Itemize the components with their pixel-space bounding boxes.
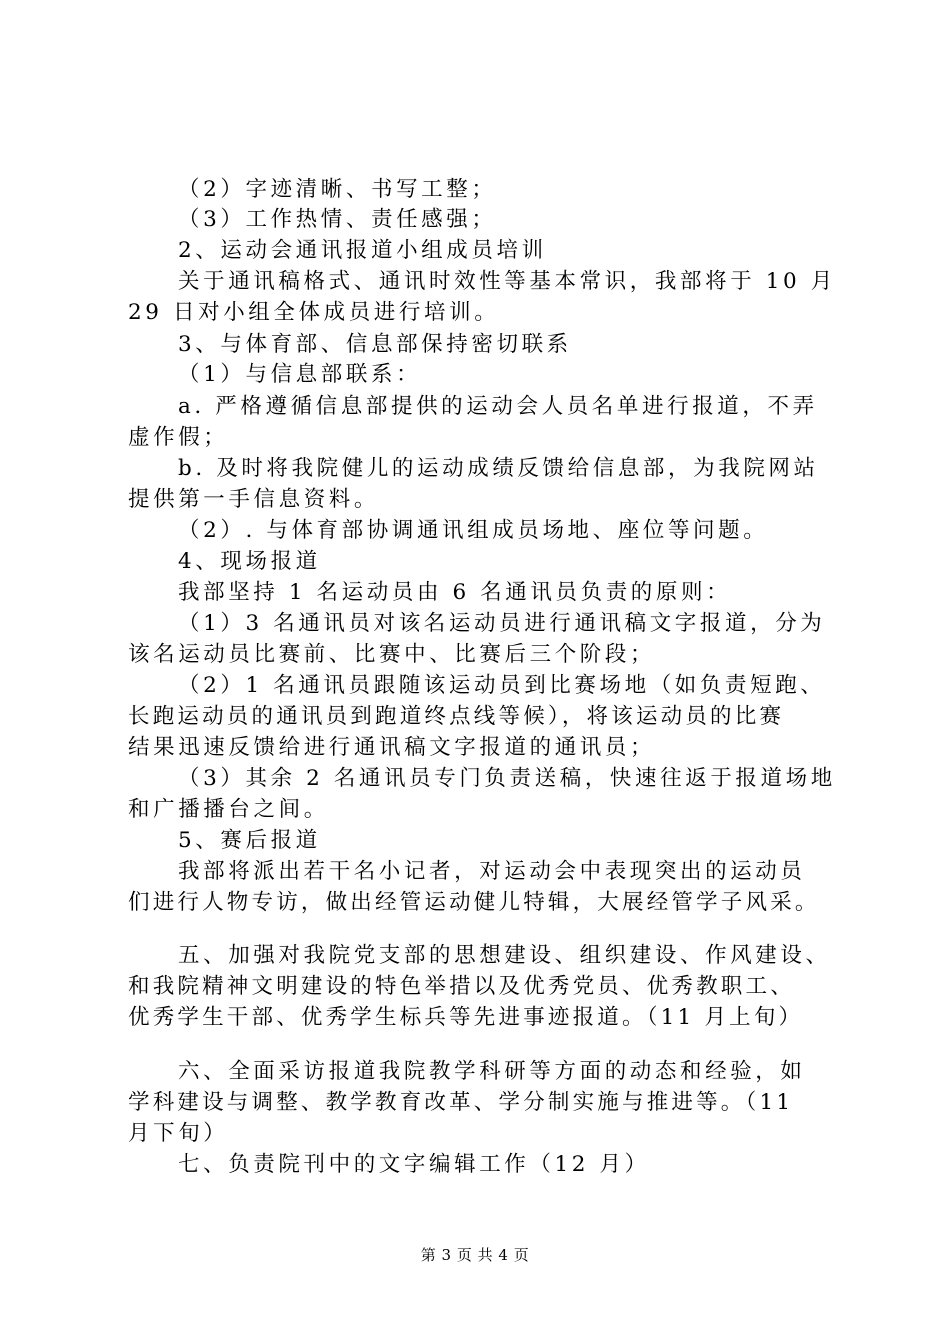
section-heading: 4、现场报道	[178, 549, 321, 574]
text-line: 学科建设与调整、教学教育改革、学分制实施与推进等。（11	[128, 1090, 794, 1115]
text-line: （1）与信息部联系：	[178, 362, 422, 387]
text-line: a. 严格遵循信息部提供的运动会人员名单进行报道，不弄	[178, 394, 818, 419]
section-heading: 六、全面采访报道我院教学科研等方面的动态和经验，如	[178, 1059, 806, 1084]
text-line: 提供第一手信息资料。	[128, 487, 380, 512]
text-line: 该名运动员比赛前、比赛中、比赛后三个阶段；	[128, 642, 656, 667]
section-heading: 5、赛后报道	[178, 828, 321, 853]
text-line: （1）3 名通讯员对该名运动员进行通讯稿文字报道，分为	[178, 611, 826, 636]
text-line: 我部将派出若干名小记者，对运动会中表现突出的运动员	[178, 859, 806, 884]
text-line: 关于通讯稿格式、通讯时效性等基本常识，我部将于 10 月	[178, 269, 836, 294]
text-line: （3）工作热情、责任感强；	[178, 207, 497, 232]
text-line: 和我院精神文明建设的特色举措以及优秀党员、优秀教职工、	[128, 974, 795, 999]
text-line: （2）. 与体育部协调通讯组成员场地、座位等问题。	[178, 518, 769, 543]
text-line: （2）字迹清晰、书写工整；	[178, 177, 497, 202]
text-line: 29 日对小组全体成员进行培训。	[128, 300, 500, 325]
text-line: 优秀学生干部、优秀学生标兵等先进事迹报道。（11 月上旬）	[128, 1005, 804, 1030]
text-line: 月下旬）	[128, 1121, 229, 1146]
text-line: 我部坚持 1 名运动员由 6 名通讯员负责的原则：	[178, 580, 732, 605]
text-line: 长跑运动员的通讯员到跑道终点线等候），将该运动员的比赛	[128, 704, 785, 729]
section-heading: 3、与体育部、信息部保持密切联系	[178, 332, 572, 357]
text-line: 们进行人物专访，做出经管运动健儿特辑，大展经管学子风采。	[128, 890, 820, 915]
text-line: 和广播播台之间。	[128, 797, 329, 822]
section-heading: 七、负责院刊中的文字编辑工作（12 月）	[178, 1152, 650, 1177]
section-heading: 五、加强对我院党支部的思想建设、组织建设、作风建设、	[178, 943, 831, 968]
page-footer: 第 3 页 共 4 页	[420, 1246, 530, 1264]
section-heading: 2、运动会通讯报道小组成员培训	[178, 238, 547, 263]
text-line: （2）1 名通讯员跟随该运动员到比赛场地（如负责短跑、	[178, 673, 826, 698]
text-line: （3）其余 2 名通讯员专门负责送稿，快速往返于报道场地	[178, 766, 836, 791]
text-line: 结果迅速反馈给进行通讯稿文字报道的通讯员；	[128, 735, 656, 760]
text-line: 虚作假；	[128, 425, 229, 450]
text-line: b. 及时将我院健儿的运动成绩反馈给信息部，为我院网站	[178, 456, 819, 481]
